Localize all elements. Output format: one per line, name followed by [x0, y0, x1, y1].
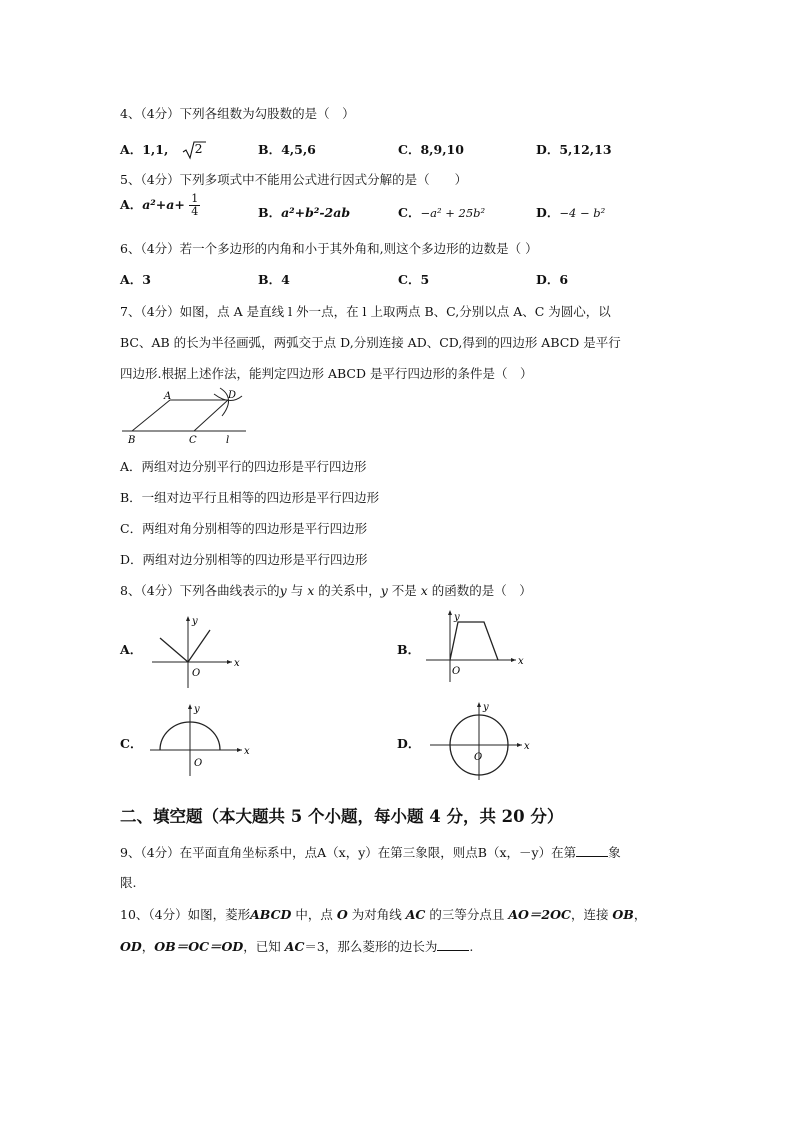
q7-figure: [118, 386, 250, 448]
origin-label: O: [452, 666, 461, 677]
q4-option-a-text: 1,1,: [142, 142, 169, 157]
q5-option-c-text: −a² + 25b²: [420, 206, 486, 220]
q4-option-d-label: D．: [536, 142, 560, 157]
q8-graph-c: [148, 700, 252, 778]
q10-text-j: .: [469, 939, 474, 954]
q6-option-c: [398, 270, 429, 288]
axis-y-label: y: [192, 616, 198, 627]
q4-option-a: [120, 140, 207, 160]
q5-option-a-label: A．: [120, 197, 143, 212]
q6-option-d-text: 6: [559, 272, 569, 287]
q6-option-a-text: 3: [142, 272, 151, 287]
label-b: B: [128, 435, 136, 446]
q10-text-h: ，已知: [243, 939, 285, 954]
q8-option-d-label: D．: [397, 736, 421, 751]
axis-x-label: x: [244, 746, 250, 757]
q9-line-1: [120, 843, 621, 861]
q10-text-e: ，连接: [570, 907, 613, 922]
axis-x-label: x: [524, 741, 530, 752]
q5-option-d: [536, 203, 605, 221]
q6-option-d: [536, 270, 568, 288]
origin-label: O: [474, 752, 483, 763]
fraction-denominator: 4: [191, 205, 199, 218]
q10-equality: OB＝OC＝OD: [154, 939, 244, 954]
section-2-title: 二、填空题（本大题共 5 个小题，每小题 4 分，共 20 分）: [120, 807, 564, 826]
q10-ac: AC: [405, 907, 426, 922]
q8-option-c-label: C．: [120, 736, 143, 751]
q4-option-b-label: B．: [258, 142, 282, 157]
q8-var-y: y: [279, 583, 287, 598]
q6-option-b: [258, 270, 290, 288]
q10-text-g: ，: [141, 939, 155, 954]
q8-var-x: x: [307, 583, 315, 598]
q7-option-b: B．一组对边平行且相等的四边形是平行四边形: [120, 490, 380, 505]
axis-x-label: x: [234, 658, 240, 669]
q7-line-1: 7、（4分）如图，点 A 是直线 l 外一点，在 l 上取两点 B、C,分别以点 A、C 为圆心，以: [120, 304, 611, 319]
q8-graph-d: [428, 698, 532, 782]
q7-option-d: D．两组对边分别相等的四边形是平行四边形: [120, 552, 368, 567]
axis-y-label: y: [194, 704, 200, 715]
q6-option-a-label: A．: [120, 272, 143, 287]
q5-stem: 5、（4分）下列多项式中不能用公式进行因式分解的是（ ）: [120, 172, 468, 187]
q6-stem: 6、（4分）若一个多边形的内角和小于其外角和,则这个多边形的边数是（ ）: [120, 241, 538, 256]
label-d: D: [228, 390, 237, 401]
q8-stem-pre: 8、（4分）下列各曲线表示的: [120, 583, 280, 598]
label-l: l: [226, 435, 230, 446]
q4-option-a-sqrt: 2: [194, 141, 203, 156]
q10-answer-blank[interactable]: [437, 938, 469, 951]
q8-stem: [120, 581, 532, 599]
q9-answer-blank[interactable]: [576, 844, 608, 857]
q4-option-d-text: 5,12,13: [559, 142, 612, 157]
q5-option-b-label: B．: [258, 205, 282, 220]
q8-option-a-label: A．: [120, 642, 143, 657]
q4-option-c-text: 8,9,10: [420, 142, 464, 157]
q7-option-c: C．两组对角分别相等的四边形是平行四边形: [120, 521, 368, 536]
q8-stem-mid1: 与: [286, 583, 308, 598]
q5-option-b: [258, 203, 350, 221]
q7-line-2: BC、AB 的长为半径画弧，两弧交于点 D,分别连接 AD、CD,得到的四边形 ABCD 是平行: [120, 335, 621, 350]
axis-y-label: y: [454, 612, 460, 623]
sqrt-sign: [181, 140, 207, 160]
q7-line-3: 四边形.根据上述作法，能判定四边形 ABCD 是平行四边形的条件是（ ）: [120, 366, 533, 381]
q4-option-b-text: 4,5,6: [281, 142, 316, 157]
q4-stem: 4、（4分）下列各组数为勾股数的是（ ）: [120, 106, 355, 121]
q10-od: OD: [120, 939, 142, 954]
q10-text-b: 中，点: [291, 907, 337, 922]
q10-line-2: [120, 937, 473, 955]
segment-ab: [132, 400, 170, 431]
q10-line-1: [120, 905, 646, 923]
q8-stem-mid3: 不是: [387, 583, 421, 598]
q9-text-post: 象: [608, 845, 621, 860]
q4-option-b: [258, 140, 316, 158]
origin-label: O: [194, 758, 203, 769]
q8-stem-mid2: 的关系中，: [314, 583, 381, 598]
q8-option-b-label: B．: [397, 642, 421, 657]
q10-abcd: ABCD: [250, 907, 292, 922]
label-c: C: [189, 435, 197, 446]
origin-label: O: [192, 668, 201, 679]
q5-option-b-text: a²+b²-2ab: [281, 205, 351, 220]
q5-option-c: [398, 203, 485, 221]
q6-option-a: [120, 270, 151, 288]
q5-option-c-label: C．: [398, 205, 421, 220]
q9-text-pre: 9、（4分）在平面直角坐标系中，点A（x，y）在第三象限，则点B（x，－y）在第: [120, 845, 577, 860]
axis-y-label: y: [483, 702, 489, 713]
q8-var-y-2: y: [380, 583, 388, 598]
q10-ac-2: AC: [284, 939, 305, 954]
q8-graph-a: [148, 612, 238, 692]
q10-text-i: ＝3，那么菱形的边长为: [304, 939, 438, 954]
q8-stem-post: 的函数的是（ ）: [427, 583, 532, 598]
q6-option-b-text: 4: [281, 272, 290, 287]
q5-option-d-text: −4 − b²: [559, 206, 606, 220]
label-a: A: [164, 391, 172, 402]
q5-option-a-fraction: [189, 193, 200, 218]
axis-x-label: x: [518, 656, 524, 667]
q6-option-d-label: D．: [536, 272, 560, 287]
q8-var-x-2: x: [420, 583, 428, 598]
q6-option-b-label: B．: [258, 272, 282, 287]
q10-o: O: [336, 907, 348, 922]
q5-option-a: [120, 193, 200, 218]
q8-graph-b: [424, 608, 524, 690]
q5-option-a-text: a²+a+: [142, 197, 185, 212]
q4-option-c-label: C．: [398, 142, 421, 157]
q10-text-c: 为对角线: [347, 907, 406, 922]
q10-text-a: 10、（4分）如图，菱形: [120, 907, 251, 922]
q4-option-d: [536, 140, 612, 158]
q7-option-a: A．两组对边分别平行的四边形是平行四边形: [120, 459, 367, 474]
q10-text-d: 的三等分点且: [425, 907, 509, 922]
q4-option-a-label: A．: [120, 142, 143, 157]
q5-option-d-label: D．: [536, 205, 560, 220]
q10-ob: OB: [612, 907, 634, 922]
sqrt-icon: [181, 140, 207, 160]
q10-text-f: ，: [633, 907, 647, 922]
fraction-numerator: 1: [191, 192, 199, 205]
q10-condition: AO＝2OC: [508, 907, 571, 922]
q6-option-c-text: 5: [420, 272, 430, 287]
q4-option-c: [398, 140, 464, 158]
q9-line-2: 限.: [120, 875, 137, 890]
q6-option-c-label: C．: [398, 272, 421, 287]
